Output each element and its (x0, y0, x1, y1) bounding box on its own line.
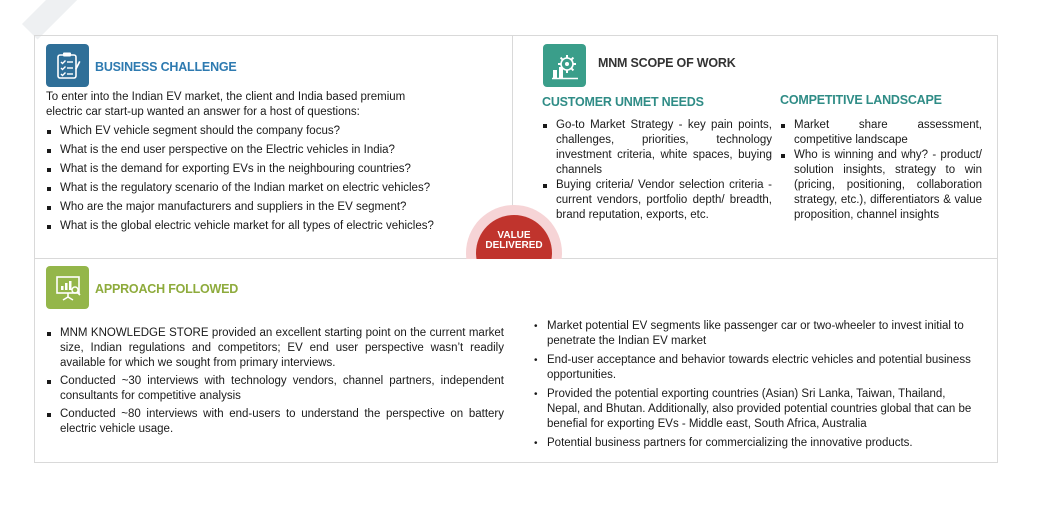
customer-unmet-needs-list (542, 118, 772, 223)
competitive-landscape-heading: COMPETITIVE LANDSCAPE (780, 93, 942, 107)
value-delivered-line2: DELIVERED (485, 240, 543, 251)
question-item: What is the regulatory scenario of the Indian market on electric vehicles? (46, 181, 486, 196)
strategy-gear-icon (543, 44, 586, 87)
decorative-stripe (22, 0, 105, 40)
question-item: What is the demand for exporting EVs in the neighbouring countries? (46, 162, 486, 177)
approach-item: MNM KNOWLEDGE STORE provided an excellent starting point on the current market size, Indian regulations and competitors; EV end user perspective wasn’t readily available for which we sought from primary interviews. (46, 326, 504, 371)
value-delivered-line1: VALUE (497, 230, 531, 241)
question-item: What is the end user perspective on the Electric vehicles in India? (46, 143, 486, 158)
approach-left-list (46, 326, 504, 437)
approach-followed-heading: APPROACH FOLLOWED (95, 282, 239, 296)
question-item: Which EV vehicle segment should the company focus? (46, 124, 486, 139)
competitive-landscape-list (780, 118, 982, 223)
approach-right-list (532, 319, 972, 455)
business-challenge-intro: To enter into the Indian EV market, the client and India based premium electric car start-up wanted an answer for a host of questions: (46, 91, 406, 118)
customer-unmet-needs-heading: CUSTOMER UNMET NEEDS (542, 95, 704, 109)
approach-outcome-item: • Market potential EV segments like passenger car or two-wheeler to invest initial to penetrate the Indian EV market (532, 319, 972, 349)
business-questions-list (46, 124, 486, 234)
checklist-icon (46, 44, 89, 87)
question-item: Who are the major manufacturers and suppliers in the EV segment? (46, 200, 486, 215)
competitive-item: Who is winning and why? - product/ solution insights, strategy to win (pricing, positioning, collaboration strategy, etc.), differentiators & value proposition, channel insights (780, 148, 982, 223)
scope-of-work-heading: MNM SCOPE OF WORK (598, 56, 736, 70)
approach-outcome-item: • Provided the potential exporting countries (Asian) Sri Lanka, Taiwan, Thailand, Nepal, and Bhutan. Additionally, also provided potential countries global that can be benefial for exporting EVs - Middle east, South Africa, Australia (532, 387, 972, 432)
question-item: What is the global electric vehicle market for all types of electric vehicles? (46, 219, 486, 234)
business-challenge-heading: BUSINESS CHALLENGE (95, 60, 237, 74)
approach-outcome-item: • End-user acceptance and behavior towards electric vehicles and potential business opportunities. (532, 353, 972, 383)
approach-item: Conducted ~30 interviews with technology vendors, channel partners, independent consultants for competitive analysis (46, 374, 504, 404)
approach-item: Conducted ~80 interviews with end-users to understand the perspective on battery electric vehicle usage. (46, 407, 504, 437)
badge-mask (440, 259, 590, 319)
approach-outcome-item: • Potential business partners for commercializing the innovative products. (532, 436, 972, 451)
analysis-board-icon (46, 266, 89, 309)
unmet-need-item: Go-to Market Strategy - key pain points, challenges, priorities, technology investment criteria, white spaces, buying channels (542, 118, 772, 178)
unmet-need-item: Buying criteria/ Vendor selection criteria - current vendors, portfolio depth/ breadth, brand reputation, exports, etc. (542, 178, 772, 223)
competitive-item: Market share assessment, competitive landscape (780, 118, 982, 148)
value-delivered-label (476, 231, 552, 251)
